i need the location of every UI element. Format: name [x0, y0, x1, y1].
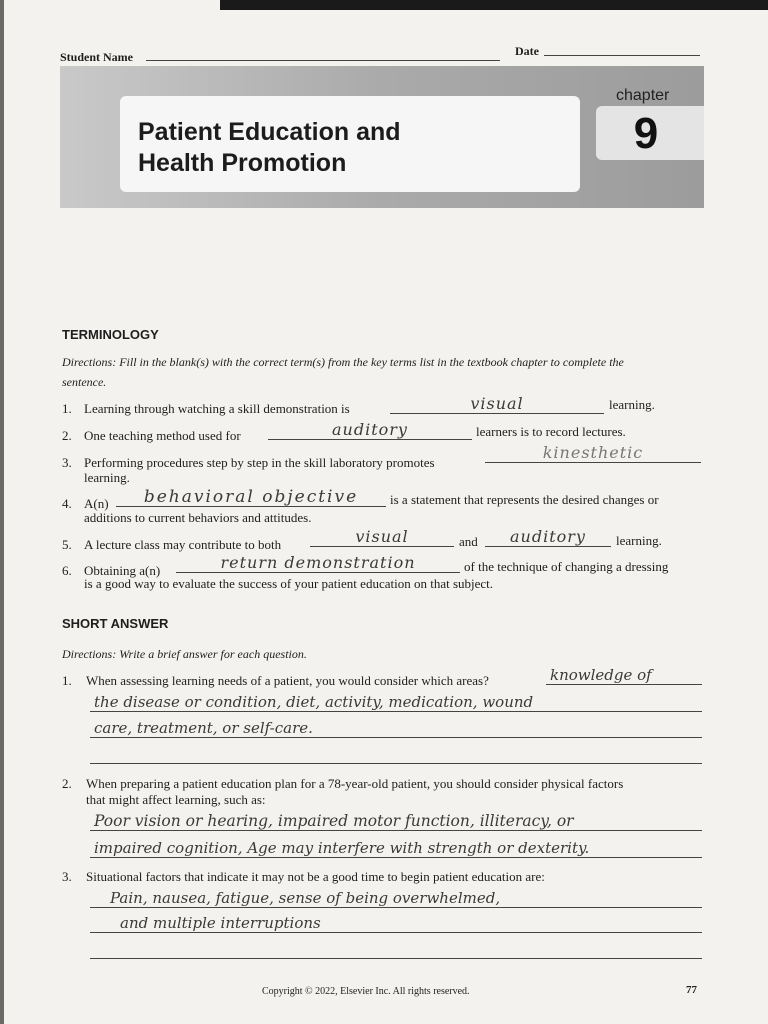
question-2-number: 2.: [62, 776, 72, 791]
term-item-5-post: learning.: [616, 533, 662, 548]
question-1-answer-line-4[interactable]: [90, 763, 702, 764]
question-3-answer-line-2[interactable]: [90, 914, 702, 933]
page-left-edge: [0, 0, 4, 1024]
term-item-4-post-2: additions to current behaviors and attitudes.: [84, 510, 312, 525]
question-2-answer-line-1[interactable]: [90, 812, 702, 831]
term-item-6-answer: return demonstration: [220, 553, 416, 572]
terminology-heading: TERMINOLOGY: [62, 327, 159, 342]
date-line: [544, 55, 700, 56]
term-item-4-post: is a statement that represents the desired changes or: [390, 492, 659, 507]
term-item-1-answer: visual: [470, 394, 524, 413]
student-name-label: Student Name: [60, 50, 134, 64]
terminology-directions-1: Directions: Fill in the blank(s) with the correct term(s) from the key terms list in the textbook chapter to complete the: [62, 355, 624, 369]
question-1-answer-line-2[interactable]: [90, 693, 702, 712]
term-item-4-number: 4.: [62, 496, 72, 511]
term-item-1-post: learning.: [609, 397, 655, 412]
question-3-answer-1: Pain, nausea, fatigue, sense of being overwhelmed,: [110, 889, 501, 907]
term-item-1-blank[interactable]: [390, 394, 604, 414]
term-item-5-blank-2[interactable]: [485, 527, 611, 547]
question-1-answer-2: the disease or condition, diet, activity, medication, wound: [94, 693, 534, 711]
term-item-2-post: learners is to record lectures.: [476, 424, 626, 439]
question-1-answer-3: care, treatment, or self-care.: [94, 719, 313, 737]
question-3-text: Situational factors that indicate it may not be a good time to begin patient education are:: [86, 869, 545, 884]
student-name-line: [146, 60, 500, 61]
question-2-answer-1: Poor vision or hearing, impaired motor function, illiteracy, or: [94, 812, 574, 830]
short-answer-directions: Directions: Write a brief answer for each question.: [62, 647, 307, 661]
term-item-2-blank[interactable]: [268, 420, 472, 440]
term-item-2-number: 2.: [62, 428, 72, 443]
term-item-5-mid: and: [459, 534, 478, 549]
term-item-4-blank[interactable]: [116, 487, 386, 507]
question-2-answer-line-2[interactable]: [90, 839, 702, 858]
term-item-5-answer-2: auditory: [510, 527, 586, 546]
date-label: Date: [515, 44, 539, 58]
question-2-answer-2: impaired cognition, Age may interfere with strength or dexterity.: [94, 839, 590, 857]
question-1-number: 1.: [62, 673, 72, 688]
question-1-answer-line-3[interactable]: [90, 719, 702, 738]
chapter-number: 9: [633, 109, 659, 158]
term-item-3-blank[interactable]: [485, 443, 701, 463]
question-3-answer-line-3[interactable]: [90, 958, 702, 959]
page-edge-shadow: [220, 0, 768, 10]
term-item-5-answer-1: visual: [355, 527, 409, 546]
copyright-notice: Copyright © 2022, Elsevier Inc. All rights reserved.: [262, 986, 470, 997]
title-line-1: Patient Education and: [138, 118, 401, 146]
term-item-6-text: Obtaining a(n): [84, 563, 161, 578]
term-item-5-text: A lecture class may contribute to both: [84, 537, 282, 552]
term-item-3-post: learning.: [84, 470, 130, 485]
term-item-3-text: Performing procedures step by step in the skill laboratory promotes: [84, 455, 435, 470]
term-item-6-post: of the technique of changing a dressing: [464, 559, 669, 574]
term-item-4-text: A(n): [84, 496, 109, 511]
question-3-number: 3.: [62, 869, 72, 884]
term-item-3-answer: kinesthetic: [542, 443, 644, 462]
question-1-text: When assessing learning needs of a patient, you would consider which areas?: [86, 673, 489, 688]
title-line-2: Health Promotion: [138, 149, 347, 177]
term-item-5-blank-1[interactable]: [310, 527, 454, 547]
term-item-4-answer: behavioral objective: [143, 487, 359, 507]
chapter-label: chapter: [616, 87, 670, 104]
term-item-3-number: 3.: [62, 455, 72, 470]
term-item-2-text: One teaching method used for: [84, 428, 241, 443]
term-item-6-blank[interactable]: [176, 553, 460, 573]
term-item-2-answer: auditory: [332, 420, 408, 439]
question-3-answer-2: and multiple interruptions: [120, 914, 321, 932]
term-item-6-number: 6.: [62, 563, 72, 578]
page-title: [138, 117, 401, 179]
page-number: 77: [686, 984, 697, 996]
term-item-6-post-2: is a good way to evaluate the success of your patient education on that subject.: [84, 576, 494, 591]
question-1-answer-line-1[interactable]: [546, 666, 702, 685]
short-answer-heading: SHORT ANSWER: [62, 616, 169, 631]
terminology-directions-2: sentence.: [62, 375, 107, 389]
question-2-text-2: that might affect learning, such as:: [86, 792, 266, 807]
term-item-1-text: Learning through watching a skill demonstration is: [84, 401, 350, 416]
term-item-1-number: 1.: [62, 401, 72, 416]
term-item-5-number: 5.: [62, 537, 72, 552]
question-3-answer-line-1[interactable]: [90, 889, 702, 908]
question-1-answer-1: knowledge of: [550, 666, 652, 684]
question-2-text: When preparing a patient education plan for a 78-year-old patient, you should consider physical factors: [86, 776, 624, 791]
